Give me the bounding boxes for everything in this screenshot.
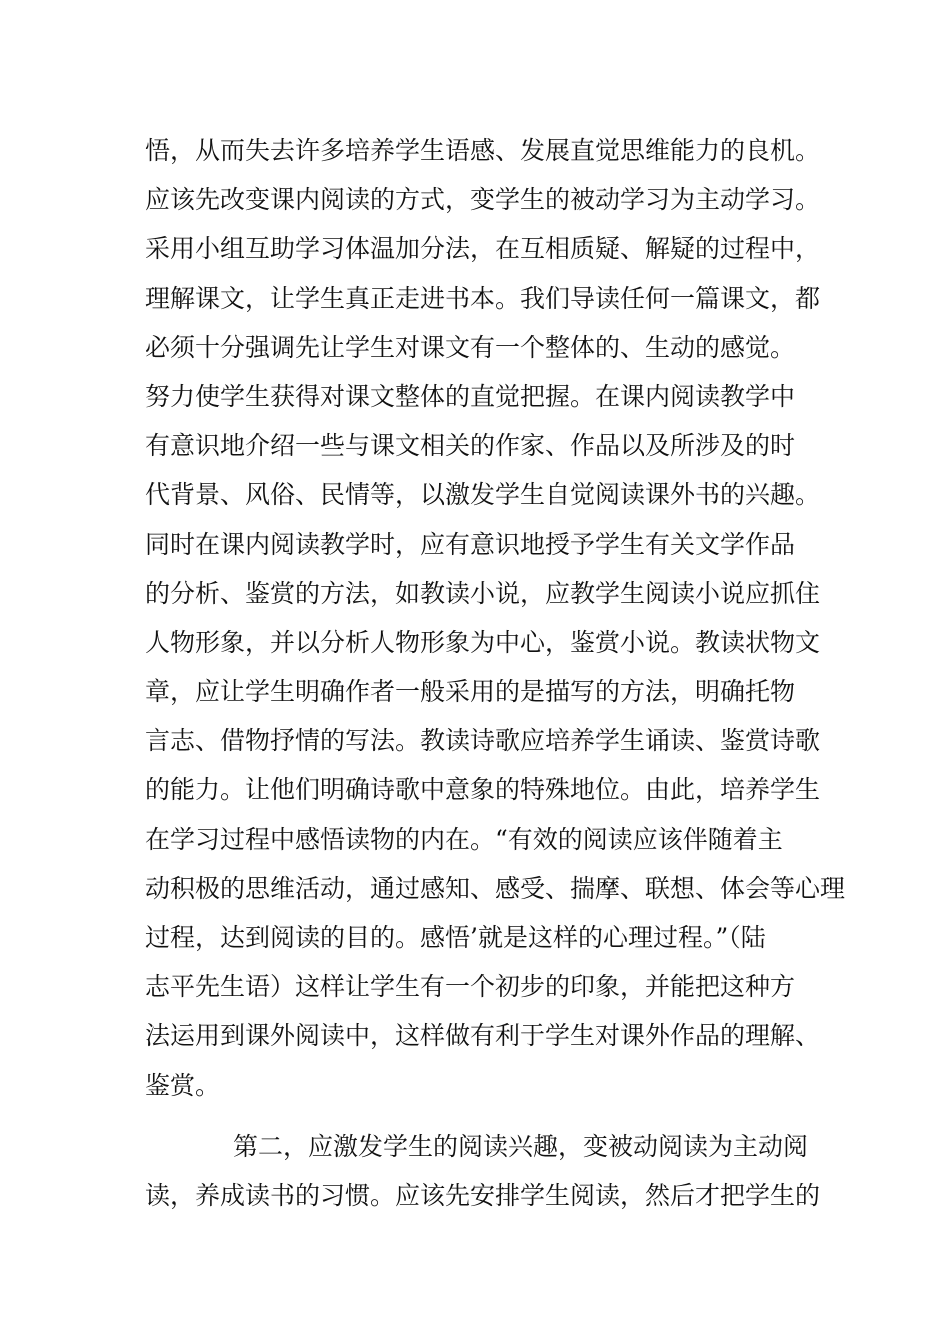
text-line: 过程，达到阅读的目的。感悟’就是这样的心理过程。”（陆 [145, 923, 766, 952]
text-line: 第二，应激发学生的阅读兴趣，变被动阅读为主动阅 [233, 1131, 809, 1161]
text-line: 在学习过程中感悟读物的内在。“有效的阅读应该伴随着主 [145, 824, 783, 854]
text-line: 的能力。让他们明确诗歌中意象的特殊地位。由此，培养学生 [145, 775, 821, 805]
text-line: 章，应让学生明确作者一般采用的是描写的方法，明确托物 [145, 677, 796, 707]
body-text [145, 126, 845, 1220]
text-line: 同时在课内阅读教学时，应有意识地授予学生有关文学作品 [145, 529, 796, 559]
text-line: 鉴赏。 [145, 1070, 221, 1100]
text-line: 代背景、风俗、民情等，以激发学生自觉阅读课外书的兴趣。 [145, 480, 821, 510]
text-line: 理解课文，让学生真正走进书本。我们导读任何一篇课文，都 [145, 283, 821, 313]
text-line: 努力使学生获得对课文整体的直觉把握。在课内阅读教学中 [145, 381, 796, 411]
text-line: 采用小组互助学习体温加分法，在互相质疑、解疑的过程中， [145, 234, 821, 264]
text-line: 的分析、鉴赏的方法，如教读小说，应教学生阅读小说应抓住 [145, 578, 821, 608]
text-line: 必须十分强调先让学生对课文有一个整体的、生动的感觉。 [145, 332, 796, 362]
text-line: 言志、借物抒情的写法。教读诗歌应培养学生诵读、鉴赏诗歌 [145, 726, 821, 756]
text-line: 志平先生语）这样让学生有一个初步的印象，并能把这种方 [145, 972, 796, 1002]
text-line: 有意识地介绍一些与课文相关的作家、作品以及所涉及的时 [145, 431, 796, 461]
text-line: 法运用到课外阅读中，这样做有利于学生对课外作品的理解、 [145, 1021, 821, 1051]
text-line: 动积极的思维活动，通过感知、感受、揣摩、联想、体会等心理 [145, 873, 846, 903]
paragraph-1 [145, 126, 845, 1110]
paragraph-2 [145, 1122, 845, 1220]
text-line: 应该先改变课内阅读的方式，变学生的被动学习为主动学习。 [145, 185, 821, 215]
text-line: 人物形象，并以分析人物形象为中心，鉴赏小说。教读状物文 [145, 627, 821, 657]
paragraph-gap [145, 1110, 845, 1122]
text-line: 读，养成读书的习惯。应该先安排学生阅读，然后才把学生的 [145, 1180, 821, 1210]
text-line: 悟，从而失去许多培养学生语感、发展直觉思维能力的良机。 [145, 136, 821, 165]
